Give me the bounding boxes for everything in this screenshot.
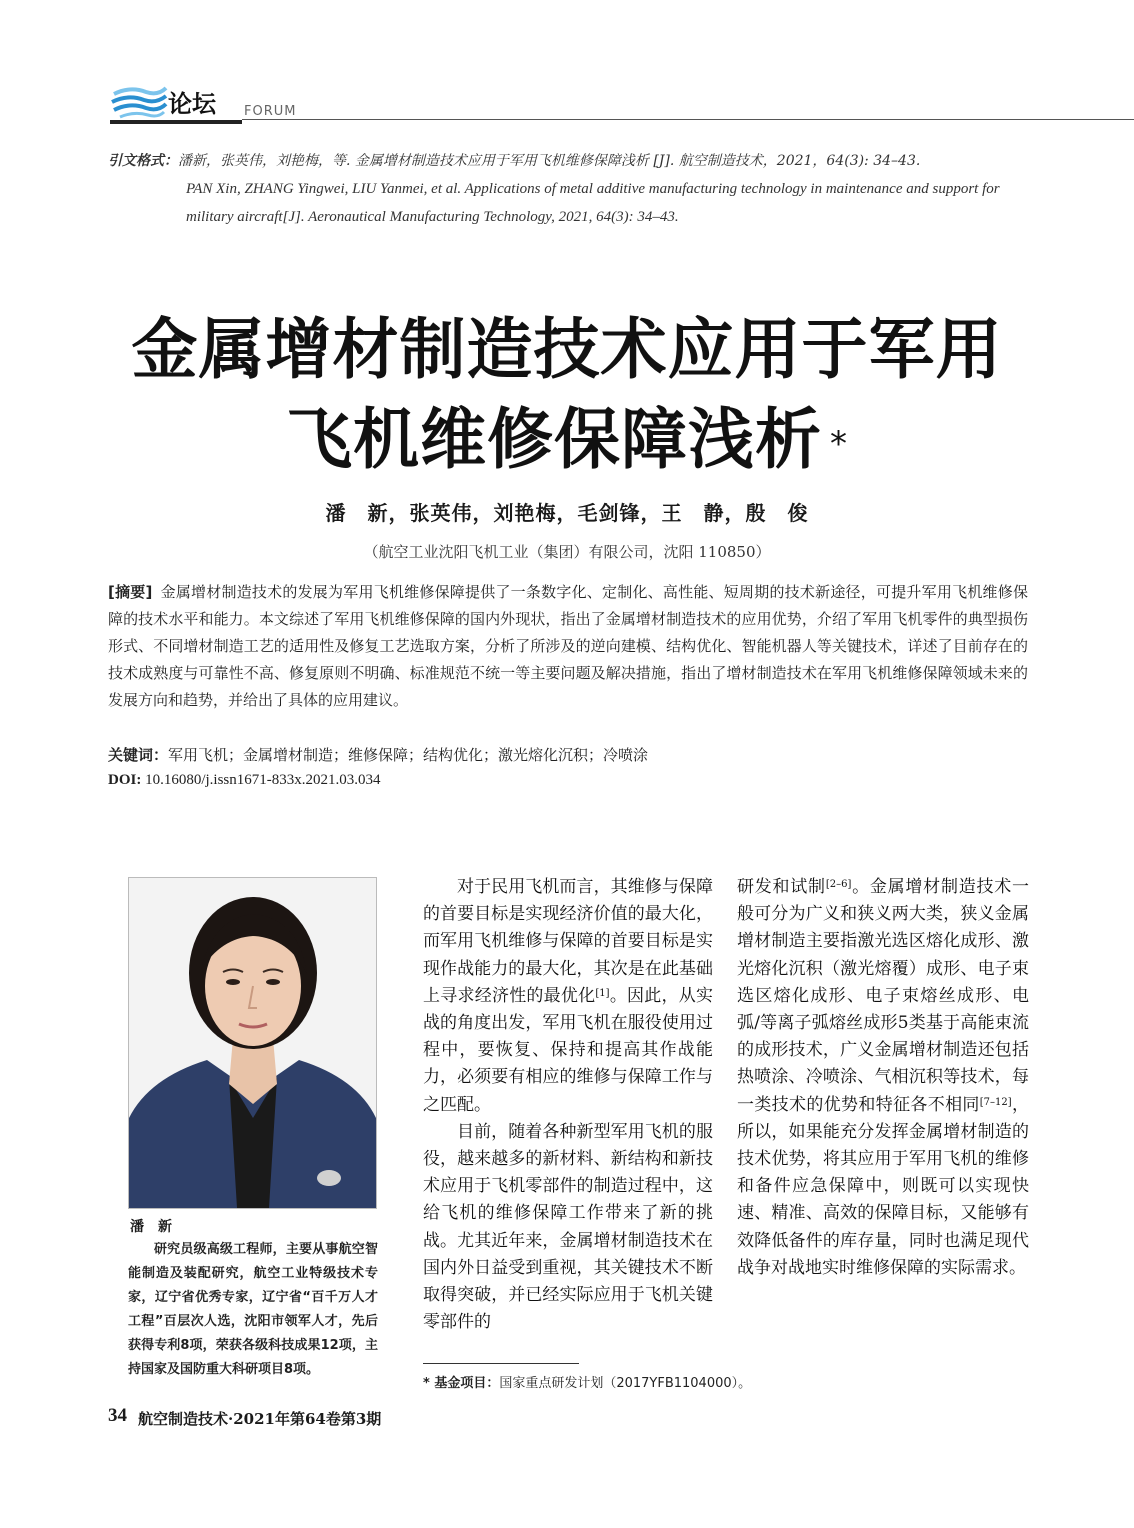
abstract-label: [摘要] xyxy=(108,583,153,601)
doi-text: 10.16080/j.issn1671-833x.2021.03.034 xyxy=(145,772,381,788)
authors: 潘 新，张英伟，刘艳梅，毛剑锋，王 静，殷 俊 xyxy=(325,501,809,525)
reference-mark: [2–6] xyxy=(825,879,852,890)
footnote xyxy=(423,1372,751,1391)
body-paragraph xyxy=(737,874,1029,1282)
journal-info: 航空制造技术·2021年第64卷第3期 xyxy=(138,1410,382,1428)
header-rule-thick xyxy=(110,120,242,124)
body-text: 。金属增材制造技术一般可分为广义和狭义两大类，狭义金属增材制造主要指激光选区熔化成形、激光熔化沉积（激光熔覆）成形、电子束选区熔化成形、电子束熔丝成形、电弧/等离子弧熔丝成形5类基于高能束流的成形技术，广义金属增材制造还包括热喷涂、冷喷涂、气相沉积等技术，每一类技术的优势和特征各不相同 xyxy=(737,877,1030,1115)
keywords-label: 关键词： xyxy=(108,746,169,764)
page-number: 34 xyxy=(108,1405,127,1426)
footnote-label: * 基金项目： xyxy=(423,1376,500,1391)
section-title: 论坛 xyxy=(168,90,216,118)
citation-cn: 潘新，张英伟，刘艳梅，等. 金属增材制造技术应用于军用飞机维修保障浅析 [J]. 航空制造技术，2021，64(3): 34–43. xyxy=(178,153,921,169)
paper-title xyxy=(0,305,1134,485)
reference-mark: [7–12] xyxy=(979,1096,1012,1108)
abstract xyxy=(108,579,1028,714)
body-text: ，所以，如果能充分发挥金属增材制造的技术优势，将其应用于军用飞机的维修和备件应急保障中，则既可以实现快速、精准、高效的保障目标，又能够有效降低备件的库存量，同时也满足现代战争对战地实时维修保障的实际需求。 xyxy=(737,1094,1030,1278)
bio-name: 潘 新 xyxy=(130,1219,172,1235)
body-column-middle xyxy=(423,874,713,1336)
bio-text: 研究员级高级工程师，主要从事航空智能制造及装配研究，航空工业特级技术专家，辽宁省优秀专家，辽宁省“百千万人才工程”百层次人选，沈阳市领军人才，先后获得专利8项，荣获各级科技成果12项，主持国家及国防重大科研项目8项。 xyxy=(128,1242,378,1377)
reference-mark: [1] xyxy=(595,987,610,999)
abstract-text: 金属增材制造技术的发展为军用飞机维修保障提供了一条数字化、定制化、高性能、短周期的技术新途径，可提升军用飞机维修保障的技术水平和能力。本文综述了军用飞机维修保障的国内外现状，指出了金属增材制造技术的应用优势，介绍了军用飞机零件的典型损伤形式、不同增材制造工艺的适用性及修复工艺选取方案，分析了所涉及的逆向建模、结构优化、智能机器人等关键技术，详述了目前存在的技术成熟度与可靠性不高、修复原则不明确、标准规范不统一等主要问题及解决措施，指出了增材制造技术在军用飞机维修保障领域未来的发展方向和趋势，并给出了具体的应用建议。 xyxy=(108,583,1028,709)
keywords xyxy=(108,744,1028,765)
affiliation: （航空工业沈阳飞机工业（集团）有限公司，沈阳 110850） xyxy=(363,543,771,561)
citation-en: PAN Xin, ZHANG Yingwei, LIU Yanmei, et al. Applications of metal additive manufacturing technology in maintenance and support for military aircraft[J]. Aeronautical Manufacturing Technology, 2021, 64(3): 34–43. xyxy=(186,181,1000,225)
footnote-rule xyxy=(423,1363,579,1364)
body-paragraph xyxy=(423,874,713,1119)
author-photo xyxy=(128,877,377,1209)
title-line-2: 飞机维修保障浅析 xyxy=(286,401,822,478)
doi-label: DOI: xyxy=(108,772,142,788)
keywords-text: 军用飞机；金属增材制造；维修保障；结构优化；激光熔化沉积；冷喷涂 xyxy=(168,746,649,764)
body-text: 研发和试制 xyxy=(737,877,826,897)
title-footnote-mark: * xyxy=(830,424,848,464)
body-column-right xyxy=(737,874,1029,1282)
section-subtitle: FORUM xyxy=(244,104,297,119)
citation xyxy=(108,147,1048,231)
doi xyxy=(108,772,1028,789)
body-text: 。因此，从实战的角度出发，军用飞机在服役使用过程中，要恢复、保持和提高其作战能力，必须要有相应的维修与保障工作与之匹配。 xyxy=(423,985,714,1115)
citation-label: 引文格式： xyxy=(108,153,178,169)
body-paragraph: 目前，随着各种新型军用飞机的服役，越来越多的新材料、新结构和新技术应用于飞机零部件的制造过程中，这给飞机的维修保障工作带来了新的挑战。尤其近年来，金属增材制造技术在国内外日益受到重视，其关键技术不断取得突破，并已经实际应用于飞机关键零部件的 xyxy=(423,1121,713,1333)
header-rule xyxy=(242,119,1134,120)
title-line-1: 金属增材制造技术应用于军用 xyxy=(131,311,1003,388)
body-text: 对于民用飞机而言，其维修与保障的首要目标是实现经济价值的最大化，而军用飞机维修与保障的首要目标是实现作战能力的最大化，其次是在此基础上寻求经济性的最优化 xyxy=(423,877,713,1006)
forum-logo-icon xyxy=(110,80,168,120)
footnote-text: 国家重点研发计划（2017YFB1104000）。 xyxy=(499,1376,752,1391)
